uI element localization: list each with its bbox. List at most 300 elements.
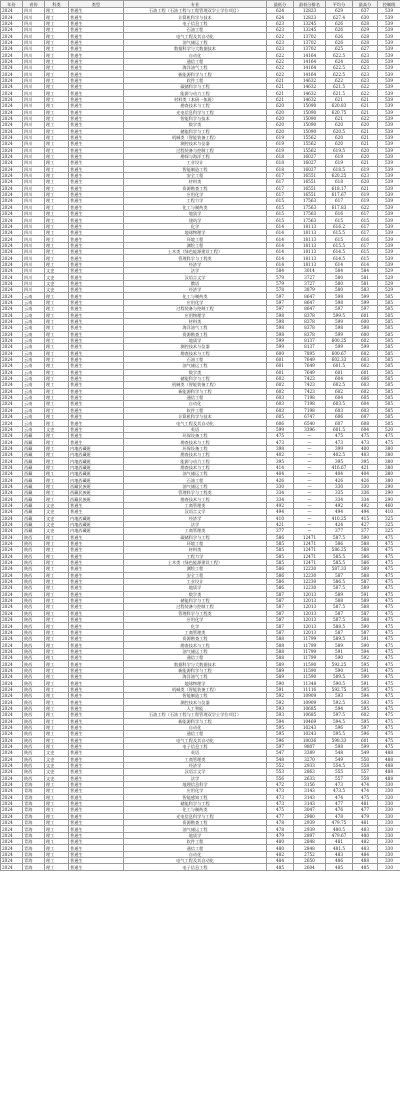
cell-major: 智能制造工程 <box>124 693 267 699</box>
cell-min-score: 587 <box>267 610 294 616</box>
cell-province: 四川 <box>23 211 45 217</box>
cell-max-score: 601 <box>353 312 378 318</box>
cell-major: 数据科学与大数据技术 <box>124 46 267 52</box>
cell-subject: 理工 <box>45 179 69 185</box>
cell-major: 资源勘查工程 <box>124 820 267 826</box>
cell-type: 普通生 <box>69 585 124 591</box>
cell-control-line: 539 <box>378 160 400 166</box>
cell-subject: 理工 <box>45 566 69 572</box>
cell-control-line: 539 <box>378 96 400 102</box>
cell-year: 2024 <box>1 134 23 140</box>
cell-province: 云南 <box>23 382 45 388</box>
cell-avg-score: 580 <box>326 287 353 293</box>
cell-avg-score: 474 <box>326 794 353 800</box>
cell-province: 陕西 <box>23 756 45 762</box>
cell-max-score: 427 <box>353 521 378 527</box>
cell-subject: 理工 <box>45 578 69 584</box>
cell-min-score: 600 <box>267 350 294 356</box>
cell-control-line: 475 <box>378 648 400 654</box>
cell-major: 电气工程及其自动化 <box>124 420 267 426</box>
cell-control-line: 380 <box>378 458 400 464</box>
cell-type: 普通生 <box>69 712 124 718</box>
cell-subject: 理工 <box>45 242 69 248</box>
cell-subject: 理工 <box>45 699 69 705</box>
cell-avg-score: 622.5 <box>326 52 353 58</box>
cell-major: 新能源科学与工程 <box>124 667 267 673</box>
cell-min-score: 587 <box>267 617 294 623</box>
cell-major: 光电信息科学与工程 <box>124 813 267 819</box>
cell-major: 工商管理类 <box>124 756 267 762</box>
cell-year: 2024 <box>1 769 23 775</box>
cell-avg-score: 477 <box>326 800 353 806</box>
cell-major: 机械类（智能装备工程） <box>124 134 267 140</box>
cell-control-line: 475 <box>378 712 400 718</box>
cell-min-score: 593 <box>267 712 294 718</box>
cell-control-line: 475 <box>378 559 400 565</box>
cell-min-rank: 3389 <box>294 750 326 756</box>
cell-max-score: 620 <box>353 122 378 128</box>
cell-year: 2024 <box>1 325 23 331</box>
cell-province: 西藏 <box>23 445 45 451</box>
cell-min-score: 624 <box>267 8 294 14</box>
cell-min-score: 593 <box>267 705 294 711</box>
cell-province: 陕西 <box>23 769 45 775</box>
cell-province: 西藏 <box>23 509 45 515</box>
cell-subject: 文史 <box>45 521 69 527</box>
cell-control-line: 505 <box>378 363 400 369</box>
cell-max-score: 623 <box>353 71 378 77</box>
cell-type: 普通生 <box>69 369 124 375</box>
cell-min-score: 597 <box>267 299 294 305</box>
cell-year: 2024 <box>1 77 23 83</box>
cell-province: 四川 <box>23 223 45 229</box>
cell-min-score: 602 <box>267 382 294 388</box>
cell-year: 2024 <box>1 559 23 565</box>
cell-type: 普通生 <box>69 71 124 77</box>
cell-major: 安全工程 <box>124 572 267 578</box>
cell-min-rank: 12230 <box>294 585 326 591</box>
cell-min-score: 585 <box>267 540 294 546</box>
cell-control-line: 475 <box>378 731 400 737</box>
cell-control-line: 475 <box>378 724 400 730</box>
cell-max-score: 581 <box>353 280 378 286</box>
cell-province: 西藏 <box>23 502 45 508</box>
cell-min-score: 624 <box>267 14 294 20</box>
cell-major: 新能源科学与工程 <box>124 71 267 77</box>
cell-max-score: 557 <box>353 769 378 775</box>
cell-control-line: 505 <box>378 382 400 388</box>
cell-min-rank: 12013 <box>294 617 326 623</box>
cell-min-score: 620 <box>267 103 294 109</box>
cell-subject: 理工 <box>45 147 69 153</box>
cell-control-line: 539 <box>378 204 400 210</box>
cell-major: 地质学 <box>124 585 267 591</box>
cell-min-rank: 2848 <box>294 839 326 845</box>
cell-year: 2024 <box>1 8 23 14</box>
cell-control-line: 539 <box>378 185 400 191</box>
cell-control-line: 290 <box>378 483 400 489</box>
cell-year: 2024 <box>1 762 23 768</box>
cell-province: 西藏 <box>23 452 45 458</box>
cell-province: 西藏 <box>23 464 45 470</box>
cell-control-line: 330 <box>378 781 400 787</box>
cell-max-score: 596 <box>353 731 378 737</box>
cell-min-score: 622 <box>267 71 294 77</box>
cell-min-score: 578 <box>267 287 294 293</box>
cell-min-rank: 3047 <box>294 807 326 813</box>
header-max-score: 最高分 <box>353 1 378 8</box>
cell-avg-score: 625 <box>326 46 353 52</box>
cell-province: 四川 <box>23 242 45 248</box>
cell-max-score: 588 <box>353 572 378 578</box>
cell-min-score: 615 <box>267 211 294 217</box>
cell-subject: 理工 <box>45 464 69 470</box>
cell-major: 应用化学 <box>124 617 267 623</box>
cell-subject: 理工 <box>45 166 69 172</box>
cell-min-score: 548 <box>267 756 294 762</box>
cell-max-score: 619 <box>353 166 378 172</box>
cell-min-score: 414 <box>267 464 294 470</box>
cell-year: 2024 <box>1 287 23 293</box>
cell-avg-score: 604 <box>326 375 353 381</box>
cell-province: 四川 <box>23 65 45 71</box>
cell-min-rank: 12471 <box>294 540 326 546</box>
cell-major: 建筑学 <box>124 217 267 223</box>
cell-major: 汉语言文学 <box>124 769 267 775</box>
cell-avg-score: 587.5 <box>326 585 353 591</box>
cell-major: 新能源科学与工程 <box>124 718 267 724</box>
cell-year: 2024 <box>1 96 23 102</box>
cell-province: 陕西 <box>23 648 45 654</box>
cell-min-rank: 18113 <box>294 242 326 248</box>
cell-type: 普通生 <box>69 280 124 286</box>
cell-max-score: 549 <box>353 750 378 756</box>
cell-type: 普通生 <box>69 781 124 787</box>
cell-type: 普通生 <box>69 401 124 407</box>
cell-min-rank: 12013 <box>294 623 326 629</box>
header-min-score: 最低分 <box>267 1 294 8</box>
cell-min-rank: 7198 <box>294 401 326 407</box>
cell-type: 普通生 <box>69 610 124 616</box>
cell-subject: 理工 <box>45 667 69 673</box>
cell-min-score: 479 <box>267 832 294 838</box>
cell-subject: 理工 <box>45 191 69 197</box>
cell-major: 工程力学 <box>124 198 267 204</box>
cell-major: 工程力学 <box>124 553 267 559</box>
cell-subject: 理工 <box>45 52 69 58</box>
cell-type: 内地西藏班 <box>69 445 124 451</box>
cell-avg-score: 588.5 <box>326 623 353 629</box>
cell-year: 2024 <box>1 299 23 305</box>
cell-year: 2024 <box>1 242 23 248</box>
cell-province: 四川 <box>23 134 45 140</box>
cell-type: 普通生 <box>69 661 124 667</box>
cell-subject: 文史 <box>45 762 69 768</box>
cell-major: 海洋油气工程 <box>124 325 267 331</box>
cell-avg-score: 621 <box>326 115 353 121</box>
cell-max-score: 623 <box>353 77 378 83</box>
cell-type: 普通生 <box>69 743 124 749</box>
cell-min-score: 614 <box>267 236 294 242</box>
cell-min-score: 615 <box>267 204 294 210</box>
cell-year: 2024 <box>1 756 23 762</box>
cell-max-score: 590 <box>353 623 378 629</box>
cell-min-score: 603 <box>267 394 294 400</box>
cell-type: 普通生 <box>69 439 124 445</box>
cell-avg-score: 410.25 <box>326 515 353 521</box>
cell-min-rank: 11799 <box>294 642 326 648</box>
cell-min-rank: 15090 <box>294 109 326 115</box>
cell-min-rank: 14164 <box>294 58 326 64</box>
cell-province: 云南 <box>23 299 45 305</box>
cell-year: 2024 <box>1 382 23 388</box>
cell-province: 四川 <box>23 8 45 14</box>
cell-type: 普通生 <box>69 775 124 781</box>
cell-min-rank: 13245 <box>294 20 326 26</box>
cell-avg-score: 619.5 <box>326 147 353 153</box>
cell-type: 普通生 <box>69 433 124 439</box>
cell-type: 普通生 <box>69 306 124 312</box>
cell-avg-score: 599.5 <box>326 312 353 318</box>
cell-subject: 理工 <box>45 375 69 381</box>
cell-province: 四川 <box>23 122 45 128</box>
cell-year: 2024 <box>1 293 23 299</box>
cell-type: 普通生 <box>69 414 124 420</box>
cell-subject: 理工 <box>45 743 69 749</box>
cell-min-rank: 15562 <box>294 147 326 153</box>
cell-type: 普通生 <box>69 191 124 197</box>
cell-type: 普通生 <box>69 20 124 26</box>
cell-max-score: 482 <box>353 839 378 845</box>
cell-avg-score: 597 <box>326 306 353 312</box>
cell-province: 陕西 <box>23 762 45 768</box>
cell-avg-score: 620 <box>326 122 353 128</box>
cell-min-score: 334 <box>267 496 294 502</box>
cell-min-rank: 16551 <box>294 191 326 197</box>
cell-control-line: 475 <box>378 661 400 667</box>
cell-province: 四川 <box>23 58 45 64</box>
cell-province: 四川 <box>23 96 45 102</box>
cell-max-score: 595 <box>353 705 378 711</box>
cell-max-score: 404 <box>353 471 378 477</box>
cell-province: 陕西 <box>23 547 45 553</box>
cell-min-rank: 2933 <box>294 762 326 768</box>
cell-max-score: 623 <box>353 65 378 71</box>
cell-max-score: 591 <box>353 636 378 642</box>
header-province: 省份 <box>23 1 45 8</box>
cell-year: 2024 <box>1 128 23 134</box>
cell-avg-score: 557 <box>326 775 353 781</box>
cell-avg-score: 599 <box>326 331 353 337</box>
cell-major: 地理信息科学 <box>124 781 267 787</box>
cell-max-score: 602 <box>353 363 378 369</box>
cell-year: 2024 <box>1 65 23 71</box>
cell-control-line: 539 <box>378 90 400 96</box>
cell-year: 2024 <box>1 375 23 381</box>
cell-year: 2024 <box>1 280 23 286</box>
cell-max-score: 558 <box>353 775 378 781</box>
cell-province: 陕西 <box>23 617 45 623</box>
cell-min-rank: — <box>294 464 326 470</box>
cell-year: 2024 <box>1 58 23 64</box>
cell-province: 陕西 <box>23 724 45 730</box>
cell-major: 电子信息工程 <box>124 20 267 26</box>
cell-type: 普通生 <box>69 718 124 724</box>
cell-control-line: 505 <box>378 299 400 305</box>
cell-type: 普通生 <box>69 794 124 800</box>
cell-major: 油气储运工程 <box>124 826 267 832</box>
cell-min-score: 475 <box>267 807 294 813</box>
cell-min-score: 617 <box>267 185 294 191</box>
cell-min-rank: 16027 <box>294 160 326 166</box>
cell-subject: 理工 <box>45 471 69 477</box>
cell-max-score: 602 <box>353 337 378 343</box>
cell-year: 2024 <box>1 350 23 356</box>
cell-control-line: 475 <box>378 636 400 642</box>
cell-type: 普通生 <box>69 623 124 629</box>
cell-province: 四川 <box>23 261 45 267</box>
cell-type: 普通生 <box>69 572 124 578</box>
cell-type: 内地西藏班 <box>69 477 124 483</box>
cell-province: 云南 <box>23 420 45 426</box>
cell-type: 普通生 <box>69 153 124 159</box>
cell-control-line: 380 <box>378 477 400 483</box>
cell-subject: 理工 <box>45 198 69 204</box>
cell-min-rank: 12013 <box>294 610 326 616</box>
cell-major: 智能科学与技术 <box>124 115 267 121</box>
cell-control-line: 505 <box>378 394 400 400</box>
cell-province: 四川 <box>23 141 45 147</box>
cell-min-rank: 8647 <box>294 306 326 312</box>
cell-min-rank: 14632 <box>294 77 326 83</box>
cell-min-score: 599 <box>267 426 294 432</box>
cell-control-line: 475 <box>378 597 400 603</box>
cell-control-line: 475 <box>378 642 400 648</box>
cell-type: 普通生 <box>69 686 124 692</box>
cell-subject: 文史 <box>45 528 69 534</box>
cell-max-score: 593 <box>353 699 378 705</box>
cell-max-score: 488 <box>353 858 378 864</box>
cell-subject: 理工 <box>45 128 69 134</box>
cell-control-line: 488 <box>378 762 400 768</box>
cell-subject: 理工 <box>45 458 69 464</box>
cell-control-line: 330 <box>378 864 400 870</box>
cell-min-rank: 3396 <box>294 426 326 432</box>
cell-year: 2024 <box>1 705 23 711</box>
cell-control-line: 475 <box>378 693 400 699</box>
cell-max-score: 480 <box>353 832 378 838</box>
cell-year: 2024 <box>1 426 23 432</box>
cell-subject: 理工 <box>45 217 69 223</box>
cell-control-line: 505 <box>378 420 400 426</box>
cell-subject: 理工 <box>45 800 69 806</box>
cell-type: 西藏民族班 <box>69 490 124 496</box>
cell-min-score: 410 <box>267 515 294 521</box>
cell-min-score: 473 <box>267 800 294 806</box>
cell-major: 地质学 <box>124 337 267 343</box>
cell-min-score: 614 <box>267 249 294 255</box>
cell-avg-score: 592.25 <box>326 661 353 667</box>
cell-subject: 理工 <box>45 832 69 838</box>
cell-type: 普通生 <box>69 261 124 267</box>
cell-year: 2024 <box>1 445 23 451</box>
cell-year: 2024 <box>1 807 23 813</box>
cell-type: 普通生 <box>69 731 124 737</box>
cell-year: 2024 <box>1 775 23 781</box>
cell-year: 2024 <box>1 591 23 597</box>
cell-major: 智能感知工程 <box>124 794 267 800</box>
cell-province: 陕西 <box>23 712 45 718</box>
cell-min-rank: 12823 <box>294 14 326 20</box>
cell-year: 2024 <box>1 331 23 337</box>
cell-max-score: 587 <box>353 578 378 584</box>
cell-min-rank: 3143 <box>294 800 326 806</box>
cell-major: 储能科学与工程 <box>124 597 267 603</box>
cell-province: 云南 <box>23 363 45 369</box>
cell-min-score: 602 <box>267 388 294 394</box>
cell-min-score: 605 <box>267 414 294 420</box>
cell-major: 工商管理类 <box>124 528 267 534</box>
cell-avg-score: 481 <box>326 839 353 845</box>
cell-province: 四川 <box>23 103 45 109</box>
cell-subject: 理工 <box>45 249 69 255</box>
cell-max-score: 615 <box>353 249 378 255</box>
cell-min-rank: 3270 <box>294 756 326 762</box>
cell-year: 2024 <box>1 204 23 210</box>
cell-type: 普通生 <box>69 502 124 508</box>
cell-province: 西藏 <box>23 496 45 502</box>
cell-max-score: 481 <box>353 800 378 806</box>
cell-major: 油气储运工程 <box>124 39 267 45</box>
cell-avg-score: 621.5 <box>326 90 353 96</box>
cell-type: 普通生 <box>69 299 124 305</box>
cell-year: 2024 <box>1 71 23 77</box>
cell-type: 普通生 <box>69 858 124 864</box>
cell-avg-score: 600.25 <box>326 337 353 343</box>
cell-province: 青海 <box>23 864 45 870</box>
cell-control-line: 505 <box>378 407 400 413</box>
cell-min-score: 587 <box>267 591 294 597</box>
cell-min-score: 601 <box>267 369 294 375</box>
cell-province: 云南 <box>23 350 45 356</box>
cell-year: 2024 <box>1 566 23 572</box>
cell-major: 软件工程 <box>124 839 267 845</box>
cell-type: 普通生 <box>69 128 124 134</box>
cell-max-score: 603 <box>353 356 378 362</box>
cell-max-score: 586 <box>353 559 378 565</box>
cell-control-line: 460 <box>378 502 400 508</box>
cell-min-score: 597 <box>267 306 294 312</box>
cell-max-score: 591 <box>353 667 378 673</box>
cell-year: 2024 <box>1 534 23 540</box>
cell-avg-score: 404 <box>326 471 353 477</box>
cell-major: 通信工程 <box>124 845 267 851</box>
cell-avg-score: 590.5 <box>326 680 353 686</box>
cell-control-line: 539 <box>378 249 400 255</box>
cell-subject: 理工 <box>45 534 69 540</box>
cell-type: 普通生 <box>69 96 124 102</box>
cell-province: 云南 <box>23 312 45 318</box>
cell-avg-score: 603.5 <box>326 401 353 407</box>
cell-min-rank: 12013 <box>294 591 326 597</box>
cell-major: 测绘工程 <box>124 566 267 572</box>
cell-year: 2024 <box>1 452 23 458</box>
cell-major: 海洋油气工程 <box>124 674 267 680</box>
cell-min-score: 588 <box>267 636 294 642</box>
cell-max-score: 595 <box>353 718 378 724</box>
cell-year: 2024 <box>1 14 23 20</box>
cell-major: 数学类 <box>124 122 267 128</box>
